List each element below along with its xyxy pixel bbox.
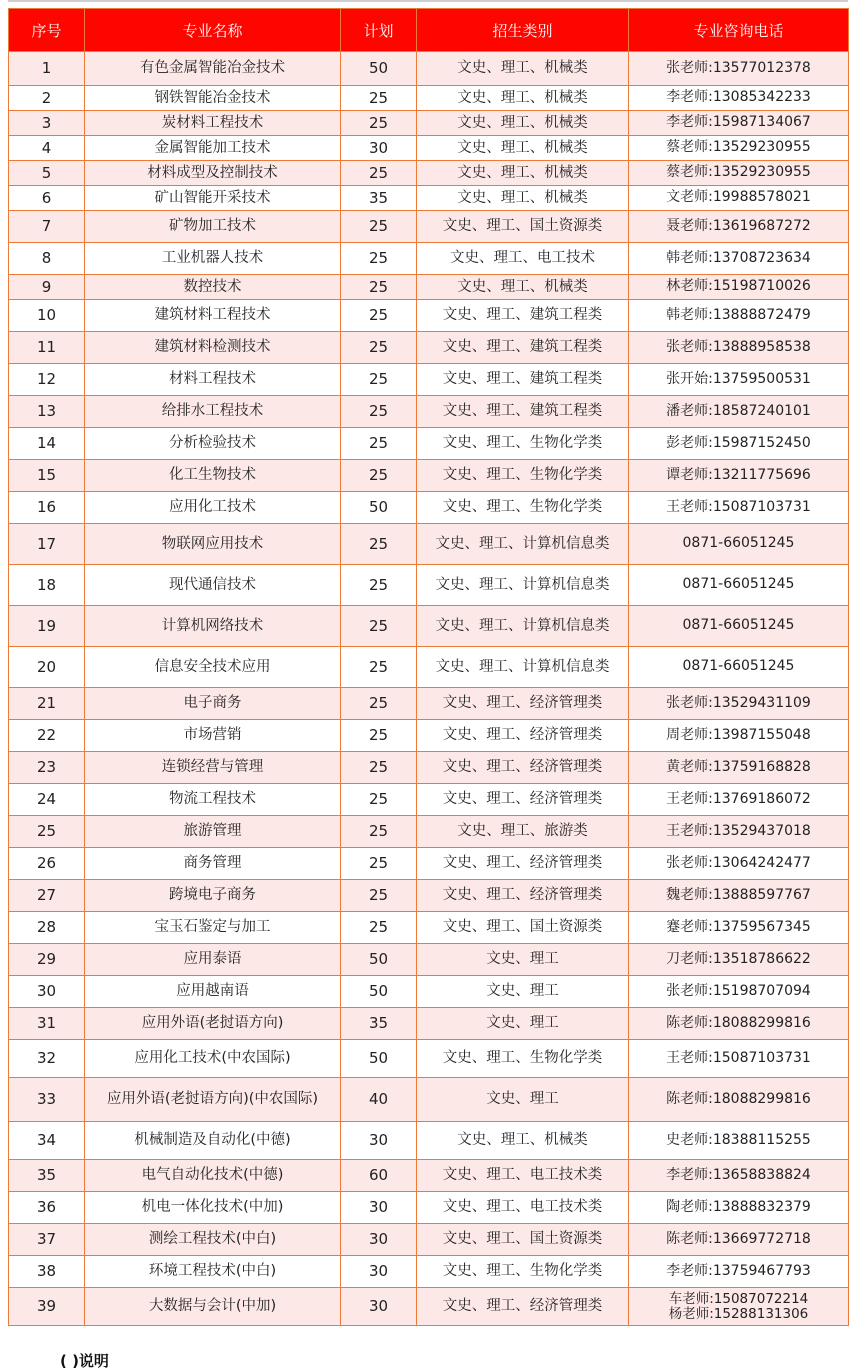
cell-plan: 25 — [341, 332, 417, 364]
cell-index: 34 — [9, 1122, 85, 1160]
table-row — [9, 647, 849, 688]
cell-phone: 李老师:13759467793 — [629, 1256, 849, 1288]
cell-plan: 40 — [341, 1078, 417, 1122]
cell-category: 文史、理工、建筑工程类 — [417, 396, 629, 428]
cell-phone: 魏老师:13888597767 — [629, 880, 849, 912]
cell-major-name: 应用化工技术 — [85, 492, 341, 524]
cell-phone: 聂老师:13619687272 — [629, 211, 849, 243]
cell-phone: 蔡老师:13529230955 — [629, 136, 849, 161]
cell-index: 8 — [9, 243, 85, 275]
cell-plan: 25 — [341, 111, 417, 136]
table-row — [9, 396, 849, 428]
cell-category: 文史、理工、生物化学类 — [417, 492, 629, 524]
cell-phone: 黄老师:13759168828 — [629, 752, 849, 784]
cell-category: 文史、理工、经济管理类 — [417, 688, 629, 720]
cell-index: 23 — [9, 752, 85, 784]
cell-index: 7 — [9, 211, 85, 243]
cell-major-name: 建筑材料检测技术 — [85, 332, 341, 364]
cell-major-name: 电子商务 — [85, 688, 341, 720]
cell-plan: 25 — [341, 161, 417, 186]
cell-phone: 陈老师:13669772718 — [629, 1224, 849, 1256]
cell-major-name: 给排水工程技术 — [85, 396, 341, 428]
cell-index: 35 — [9, 1160, 85, 1192]
cell-index: 5 — [9, 161, 85, 186]
table-row — [9, 460, 849, 492]
cell-category: 文史、理工、电工技术 — [417, 243, 629, 275]
cell-category: 文史、理工、计算机信息类 — [417, 647, 629, 688]
cell-category: 文史、理工、机械类 — [417, 1122, 629, 1160]
table-row — [9, 136, 849, 161]
cell-plan: 50 — [341, 492, 417, 524]
cell-index: 37 — [9, 1224, 85, 1256]
cell-phone: 0871-66051245 — [629, 606, 849, 647]
cell-category: 文史、理工、经济管理类 — [417, 784, 629, 816]
cell-category: 文史、理工、计算机信息类 — [417, 524, 629, 565]
cell-phone: 李老师:13658838824 — [629, 1160, 849, 1192]
cell-major-name: 应用化工技术(中农国际) — [85, 1040, 341, 1078]
cell-plan: 60 — [341, 1160, 417, 1192]
cell-category: 文史、理工、经济管理类 — [417, 720, 629, 752]
cell-index: 15 — [9, 460, 85, 492]
cell-category: 文史、理工 — [417, 976, 629, 1008]
table-row — [9, 944, 849, 976]
cell-index: 16 — [9, 492, 85, 524]
cell-plan: 50 — [341, 976, 417, 1008]
cell-phone: 韩老师:13888872479 — [629, 300, 849, 332]
cell-plan: 25 — [341, 211, 417, 243]
cell-index: 38 — [9, 1256, 85, 1288]
header-major-name: 专业名称 — [85, 9, 341, 52]
cell-plan: 25 — [341, 720, 417, 752]
cell-index: 36 — [9, 1192, 85, 1224]
table-row — [9, 848, 849, 880]
cell-phone: 谭老师:13211775696 — [629, 460, 849, 492]
table-row — [9, 1078, 849, 1122]
cell-category: 文史、理工、机械类 — [417, 136, 629, 161]
table-row — [9, 1192, 849, 1224]
cell-phone: 王老师:13529437018 — [629, 816, 849, 848]
cell-plan: 25 — [341, 524, 417, 565]
cell-category: 文史、理工 — [417, 1078, 629, 1122]
cell-index: 18 — [9, 565, 85, 606]
cell-phone: 张开始:13759500531 — [629, 364, 849, 396]
cell-index: 26 — [9, 848, 85, 880]
cell-major-name: 宝玉石鉴定与加工 — [85, 912, 341, 944]
cell-category: 文史、理工、生物化学类 — [417, 460, 629, 492]
cell-index: 17 — [9, 524, 85, 565]
cell-major-name: 旅游管理 — [85, 816, 341, 848]
cell-phone: 文老师:19988578021 — [629, 186, 849, 211]
cell-major-name: 测绘工程技术(中白) — [85, 1224, 341, 1256]
cell-phone: 张老师:13577012378 — [629, 52, 849, 86]
cell-plan: 25 — [341, 300, 417, 332]
cell-category: 文史、理工、机械类 — [417, 86, 629, 111]
table-row — [9, 816, 849, 848]
cell-major-name: 化工生物技术 — [85, 460, 341, 492]
cell-plan: 30 — [341, 1288, 417, 1326]
cell-plan: 25 — [341, 243, 417, 275]
footer-note: ( )说明 — [60, 1352, 109, 1370]
cell-major-name: 跨境电子商务 — [85, 880, 341, 912]
cell-phone: 周老师:13987155048 — [629, 720, 849, 752]
cell-phone: 王老师:15087103731 — [629, 492, 849, 524]
cell-index: 24 — [9, 784, 85, 816]
cell-index: 31 — [9, 1008, 85, 1040]
cell-category: 文史、理工、经济管理类 — [417, 1288, 629, 1326]
table-row — [9, 86, 849, 111]
cell-plan: 25 — [341, 396, 417, 428]
cell-category: 文史、理工、机械类 — [417, 111, 629, 136]
cell-plan: 25 — [341, 752, 417, 784]
cell-category: 文史、理工、机械类 — [417, 275, 629, 300]
cell-category: 文史、理工 — [417, 1008, 629, 1040]
cell-index: 11 — [9, 332, 85, 364]
cell-index: 27 — [9, 880, 85, 912]
cell-major-name: 工业机器人技术 — [85, 243, 341, 275]
cell-plan: 35 — [341, 1008, 417, 1040]
cell-category: 文史、理工、电工技术类 — [417, 1160, 629, 1192]
table-row — [9, 364, 849, 396]
table-row — [9, 52, 849, 86]
cell-major-name: 金属智能加工技术 — [85, 136, 341, 161]
cell-major-name: 应用外语(老挝语方向)(中农国际) — [85, 1078, 341, 1122]
cell-major-name: 应用泰语 — [85, 944, 341, 976]
cell-plan: 30 — [341, 1122, 417, 1160]
cell-index: 2 — [9, 86, 85, 111]
table-body — [9, 52, 849, 1326]
cell-index: 3 — [9, 111, 85, 136]
cell-plan: 30 — [341, 1192, 417, 1224]
cell-category: 文史、理工、生物化学类 — [417, 1256, 629, 1288]
header-plan: 计划 — [341, 9, 417, 52]
cell-plan: 25 — [341, 688, 417, 720]
cell-major-name: 市场营销 — [85, 720, 341, 752]
top-rule — [8, 0, 848, 2]
cell-category: 文史、理工、建筑工程类 — [417, 364, 629, 396]
header-phone: 专业咨询电话 — [629, 9, 849, 52]
table-row — [9, 720, 849, 752]
cell-plan: 25 — [341, 428, 417, 460]
cell-category: 文史、理工、国土资源类 — [417, 912, 629, 944]
cell-index: 1 — [9, 52, 85, 86]
cell-plan: 30 — [341, 1224, 417, 1256]
cell-index: 10 — [9, 300, 85, 332]
cell-index: 30 — [9, 976, 85, 1008]
cell-index: 21 — [9, 688, 85, 720]
cell-phone: 李老师:15987134067 — [629, 111, 849, 136]
cell-index: 33 — [9, 1078, 85, 1122]
cell-major-name: 物联网应用技术 — [85, 524, 341, 565]
cell-category: 文史、理工、经济管理类 — [417, 848, 629, 880]
cell-phone: 王老师:13769186072 — [629, 784, 849, 816]
table-row — [9, 688, 849, 720]
cell-major-name: 现代通信技术 — [85, 565, 341, 606]
cell-phone: 彭老师:15987152450 — [629, 428, 849, 460]
cell-index: 14 — [9, 428, 85, 460]
cell-plan: 25 — [341, 880, 417, 912]
cell-index: 13 — [9, 396, 85, 428]
cell-major-name: 材料成型及控制技术 — [85, 161, 341, 186]
cell-major-name: 钢铁智能冶金技术 — [85, 86, 341, 111]
cell-category: 文史、理工、机械类 — [417, 161, 629, 186]
table-row — [9, 524, 849, 565]
table-row — [9, 161, 849, 186]
cell-phone: 史老师:18388115255 — [629, 1122, 849, 1160]
cell-major-name: 数控技术 — [85, 275, 341, 300]
table-row — [9, 1160, 849, 1192]
cell-category: 文史、理工、建筑工程类 — [417, 332, 629, 364]
cell-plan: 25 — [341, 848, 417, 880]
cell-plan: 25 — [341, 912, 417, 944]
table-row — [9, 275, 849, 300]
cell-category: 文史、理工、建筑工程类 — [417, 300, 629, 332]
cell-plan: 25 — [341, 816, 417, 848]
cell-phone: 陈老师:18088299816 — [629, 1008, 849, 1040]
table-row — [9, 1040, 849, 1078]
table-header-row — [9, 9, 849, 52]
cell-major-name: 矿山智能开采技术 — [85, 186, 341, 211]
cell-plan: 50 — [341, 944, 417, 976]
cell-index: 22 — [9, 720, 85, 752]
cell-major-name: 建筑材料工程技术 — [85, 300, 341, 332]
cell-index: 28 — [9, 912, 85, 944]
cell-plan: 25 — [341, 460, 417, 492]
table-row — [9, 243, 849, 275]
cell-plan: 30 — [341, 1256, 417, 1288]
cell-plan: 25 — [341, 784, 417, 816]
cell-plan: 25 — [341, 364, 417, 396]
cell-category: 文史、理工、经济管理类 — [417, 880, 629, 912]
cell-phone: 蔡老师:13529230955 — [629, 161, 849, 186]
table-row — [9, 1224, 849, 1256]
cell-major-name: 信息安全技术应用 — [85, 647, 341, 688]
cell-major-name: 有色金属智能冶金技术 — [85, 52, 341, 86]
table-row — [9, 428, 849, 460]
cell-index: 29 — [9, 944, 85, 976]
table-row — [9, 492, 849, 524]
cell-major-name: 矿物加工技术 — [85, 211, 341, 243]
cell-category: 文史、理工、生物化学类 — [417, 428, 629, 460]
cell-category: 文史、理工、计算机信息类 — [417, 565, 629, 606]
cell-index: 6 — [9, 186, 85, 211]
cell-category: 文史、理工、经济管理类 — [417, 752, 629, 784]
header-index: 序号 — [9, 9, 85, 52]
table-row — [9, 784, 849, 816]
cell-major-name: 分析检验技术 — [85, 428, 341, 460]
cell-plan: 25 — [341, 565, 417, 606]
cell-phone: 张老师:15198707094 — [629, 976, 849, 1008]
cell-plan: 25 — [341, 606, 417, 647]
cell-plan: 25 — [341, 86, 417, 111]
table-row — [9, 211, 849, 243]
cell-category: 文史、理工、机械类 — [417, 52, 629, 86]
cell-phone: 张老师:13888958538 — [629, 332, 849, 364]
table-row — [9, 1288, 849, 1326]
table-row — [9, 912, 849, 944]
table-row — [9, 1008, 849, 1040]
cell-plan: 50 — [341, 1040, 417, 1078]
cell-major-name: 计算机网络技术 — [85, 606, 341, 647]
cell-major-name: 应用外语(老挝语方向) — [85, 1008, 341, 1040]
cell-phone: 蹇老师:13759567345 — [629, 912, 849, 944]
cell-plan: 30 — [341, 136, 417, 161]
table-row — [9, 976, 849, 1008]
cell-major-name: 机电一体化技术(中加) — [85, 1192, 341, 1224]
cell-phone: 张老师:13064242477 — [629, 848, 849, 880]
cell-category: 文史、理工、国土资源类 — [417, 211, 629, 243]
cell-phone: 王老师:15087103731 — [629, 1040, 849, 1078]
cell-plan: 35 — [341, 186, 417, 211]
table-row — [9, 300, 849, 332]
cell-major-name: 应用越南语 — [85, 976, 341, 1008]
cell-phone: 韩老师:13708723634 — [629, 243, 849, 275]
cell-index: 12 — [9, 364, 85, 396]
table-row — [9, 606, 849, 647]
table-row — [9, 332, 849, 364]
header-category: 招生类别 — [417, 9, 629, 52]
cell-category: 文史、理工、生物化学类 — [417, 1040, 629, 1078]
cell-major-name: 环境工程技术(中白) — [85, 1256, 341, 1288]
table-row — [9, 752, 849, 784]
cell-category: 文史、理工、计算机信息类 — [417, 606, 629, 647]
cell-phone: 张老师:13529431109 — [629, 688, 849, 720]
table-row — [9, 880, 849, 912]
cell-phone: 车老师:15087072214 杨老师:15288131306 — [629, 1288, 849, 1326]
cell-major-name: 电气自动化技术(中德) — [85, 1160, 341, 1192]
cell-phone: 0871-66051245 — [629, 565, 849, 606]
cell-category: 文史、理工、机械类 — [417, 186, 629, 211]
table-row — [9, 1256, 849, 1288]
cell-major-name: 炭材料工程技术 — [85, 111, 341, 136]
cell-major-name: 连锁经营与管理 — [85, 752, 341, 784]
table-row — [9, 565, 849, 606]
cell-phone: 陶老师:13888832379 — [629, 1192, 849, 1224]
cell-index: 19 — [9, 606, 85, 647]
table-row — [9, 111, 849, 136]
cell-plan: 50 — [341, 52, 417, 86]
cell-plan: 25 — [341, 275, 417, 300]
cell-major-name: 商务管理 — [85, 848, 341, 880]
cell-phone: 陈老师:18088299816 — [629, 1078, 849, 1122]
cell-category: 文史、理工、电工技术类 — [417, 1192, 629, 1224]
cell-category: 文史、理工、旅游类 — [417, 816, 629, 848]
cell-index: 39 — [9, 1288, 85, 1326]
cell-plan: 25 — [341, 647, 417, 688]
cell-major-name: 机械制造及自动化(中德) — [85, 1122, 341, 1160]
cell-phone: 0871-66051245 — [629, 647, 849, 688]
cell-category: 文史、理工、国土资源类 — [417, 1224, 629, 1256]
cell-index: 25 — [9, 816, 85, 848]
cell-phone: 潘老师:18587240101 — [629, 396, 849, 428]
cell-major-name: 大数据与会计(中加) — [85, 1288, 341, 1326]
cell-index: 9 — [9, 275, 85, 300]
table-row — [9, 1122, 849, 1160]
cell-phone: 0871-66051245 — [629, 524, 849, 565]
cell-phone: 刀老师:13518786622 — [629, 944, 849, 976]
cell-category: 文史、理工 — [417, 944, 629, 976]
cell-index: 20 — [9, 647, 85, 688]
cell-phone: 林老师:15198710026 — [629, 275, 849, 300]
majors-table — [8, 8, 849, 1326]
cell-major-name: 材料工程技术 — [85, 364, 341, 396]
cell-index: 4 — [9, 136, 85, 161]
cell-major-name: 物流工程技术 — [85, 784, 341, 816]
cell-index: 32 — [9, 1040, 85, 1078]
table-row — [9, 186, 849, 211]
cell-phone: 李老师:13085342233 — [629, 86, 849, 111]
